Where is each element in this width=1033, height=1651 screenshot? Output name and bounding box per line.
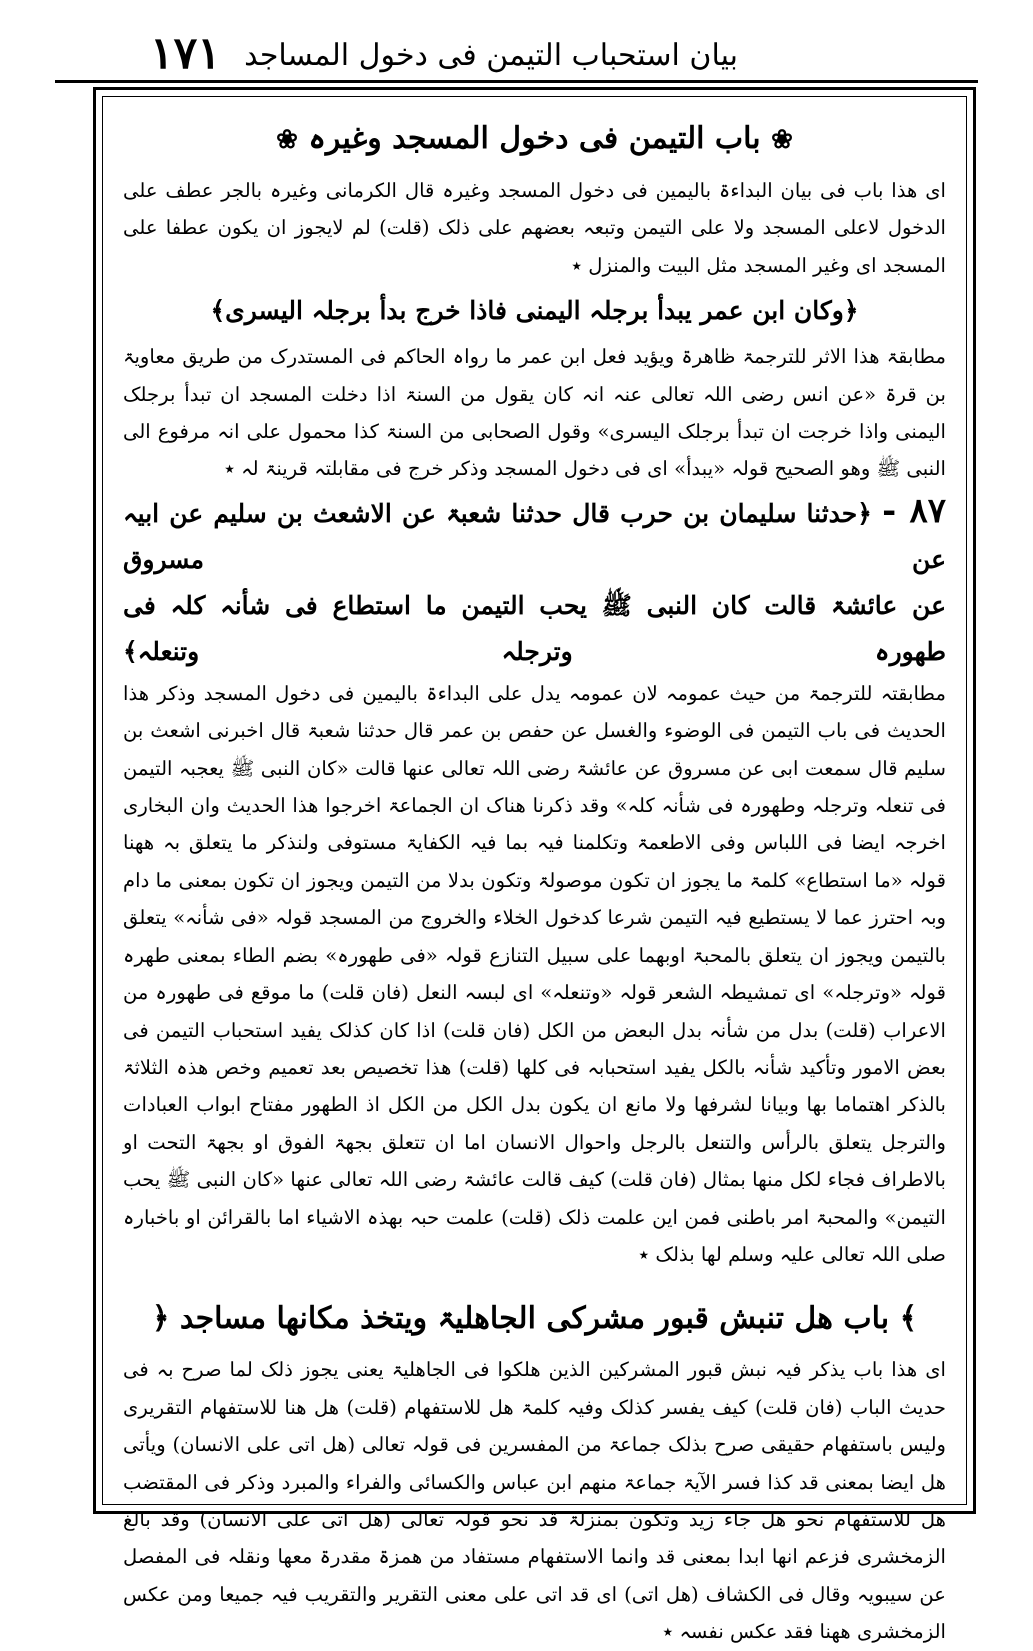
chapter-heading-2-text: باب ھل تنبش قبور مشرکی الجاھلیۃ ویتخذ مکانھا مساجد [179, 1301, 890, 1337]
header-rule [55, 80, 978, 83]
paragraph-intro: ای ھذا باب فی بیان البداءۃ بالیمین فی دخول المسجد وغیرہ قال الکرمانی وغیرہ بالجر عطف علی الدخول لاعلی المسجد ولا علی التیمن وتبعہ بعضھم علی ذلک (قلت) لم لایجوز ان یکون عطفا علی المسجد ای وغیر المسجد مثل البیت والمنزل ٭ [123, 179, 946, 277]
hadith-line-1: ﴿حدثنا سلیمان بن حرب قال حدثنا شعبۃ عن الاشعث بن سلیم عن ابیہ عن مسروق [123, 498, 946, 574]
hadith-block [123, 488, 946, 583]
page-header [55, 28, 978, 78]
ornament-left-icon: ❀ [276, 125, 298, 155]
paragraph-hadith-commentary: مطابقتہ للترجمۃ من حیث عمومہ لان عمومہ یدل علی البداءۃ بالیمین فی دخول المسجد وذکر ھذا الحدیث فی باب التیمن فی الوضوء والغسل عن حفص بن عمر قال حدثنا شعبۃ قال اخبرنی اشعث بن سلیم قال سمعت ابی عن مسروق عن عائشۃ رضی اللہ تعالی عنھا قالت «کان النبی ﷺ یعجبہ التیمن فی تنعلہ وترجلہ وطھورہ فی شأنہ کلہ» وقد ذکرنا ھناک ان الجماعۃ اخرجوا ھذا الحدیث وان البخاری اخرجہ ایضا فی اللباس وفی الاطعمۃ وتکلمنا فیہ بما فیہ الکفایۃ مستوفی ولنذکر ما یتعلق بہ ھھنا قولہ «ما استطاع» کلمۃ ما یجوز ان تکون موصولۃ وتکون بدلا من التیمن ویجوز ان تکون بمعنی ما دام وبہ احترز عما لا یستطیع فیہ التیمن شرعا کدخول الخلاء والخروج من المسجد قولہ «فی شأنہ» یتعلق بالتیمن ویجوز ان یتعلق بالمحبۃ اوبھما علی سبیل التنازع قولہ «فی طھورہ» بضم الطاء بمعنی طھرہ قولہ «وترجلہ» ای تمشیطہ الشعر قولہ «وتنعلہ» ای لبسہ النعل (فان قلت) ما موقع فی طھورہ من الاعراب (قلت) بدل من شأنہ بدل البعض من الکل (فان قلت) اذا کان کذلک یفید استحباب التیمن فی بعض الامور وتأکید شأنہ بالکل یفید استحبابہ فی کلھا (قلت) ھذا تخصیص بعد تعمیم وخص ھذہ الثلاثۃ بالذکر اھتماما بھا وبیانا لشرفھا ولا مانع ان یکون بدل الکل من الکل اذ الطھور مفتاح ابواب العبادات والترجل یتعلق بالرأس والتنعل بالرجل واحوال الانسان اما ان تتعلق بجھۃ الفوق او بجھۃ التحت او بالاطراف فجاء لکل منھا بمثال (فان قلت) کیف قالت عائشۃ رضی اللہ تعالی عنھا «کان النبی ﷺ یحب التیمن» والمحبۃ امر باطنی فمن این علمت ذلک (قلت) علمت حبہ بھذہ الاشیاء اما بالقرائن او باخبارہ صلی اللہ تعالی علیہ وسلم لھا بذلک ٭ [123, 681, 946, 1266]
page-content [123, 109, 946, 1644]
paragraph-chapter-2: ای ھذا باب یذکر فیہ نبش قبور المشرکین الذین ھلکوا فی الجاھلیۃ یعنی یجوز ذلک لما صرح بہ فی حدیث الباب (فان قلت) کیف یفسر کذلک وفیہ کلمۃ ھل للاستفھام (قلت) ھل ھنا للاستفھام التقریری ولیس باستفھام حقیقی صرح بذلک جماعۃ من المفسرین فی قولہ تعالی (ھل اتی علی الانسان) ویأتی ھل ایضا بمعنی قد کذا فسر الآیۃ جماعۃ منھم ابن عباس والکسائی والفراء والمبرد وذکر فی المقتضب ھل للاستفھام نحو ھل جاء زید وتکون بمنزلۃ قد نحو قولہ تعالی (ھل اتی علی الانسان) وقد بالغ الزمخشری فزعم انھا ابدا بمعنی قد وانما الاستفھام مستفاد من ھمزۃ مقدرۃ معھا ونقلہ فی المفصل عن سیبویہ وقال فی الکشاف (ھل اتی) ای قد اتی علی معنی التقریر والتقریب فیہ جمیعا ومن عکس الزمخشری ھھنا فقد عکس نفسہ ٭ [123, 1358, 946, 1644]
chapter-heading-2 [123, 1295, 946, 1343]
hadith-line-2: عن عائشۃ قالت کان النبی ﷺ یحب التیمن ما استطاع فی شأنہ کلہ فی طھورہ وترجلہ وتنعلہ﴾ [123, 590, 946, 666]
page-frame-outer [93, 87, 976, 1644]
chapter-heading-1-text: باب التیمن فی دخول المسجد وغیرہ [308, 121, 761, 156]
bracket-left-icon: ﴿ [151, 1301, 170, 1337]
chapter-heading-1 [123, 115, 946, 164]
ornament-right-icon: ❀ [771, 125, 793, 155]
page-frame-inner [102, 96, 967, 1644]
section-gap [123, 1273, 946, 1289]
paragraph-athar-commentary: مطابقۃ ھذا الاثر للترجمۃ ظاھرۃ ویؤید فعل ابن عمر ما رواہ الحاکم فی المستدرک من طریق معاویۃ بن قرۃ «عن انس رضی اللہ تعالی عنہ انہ کان یقول من السنۃ اذا دخلت المسجد ان تبدأ برجلک الیمنی واذا خرجت ان تبدأ برجلک الیسری» وقول الصحابی من السنۃ کذا محمول علی انہ مرفوع الی النبی ﷺ وھو الصحیح قولہ «یبدأ» ای فی دخول المسجد وذکر خرج فی مقابلتہ قرینۃ لہ ٭ [123, 345, 946, 481]
running-title: بیان استحباب التیمن فی دخول المساجد [244, 38, 738, 73]
hadith-number: ۸۷ - [882, 490, 946, 531]
bracket-right-icon: ﴾ [899, 1301, 918, 1337]
athar-quote: ﴿وکان ابن عمر یبدأ برجلہ الیمنی فاذا خرج بدأ برجلہ الیسری﴾ [210, 296, 859, 326]
page-number: ۱۷۱ [150, 28, 221, 79]
